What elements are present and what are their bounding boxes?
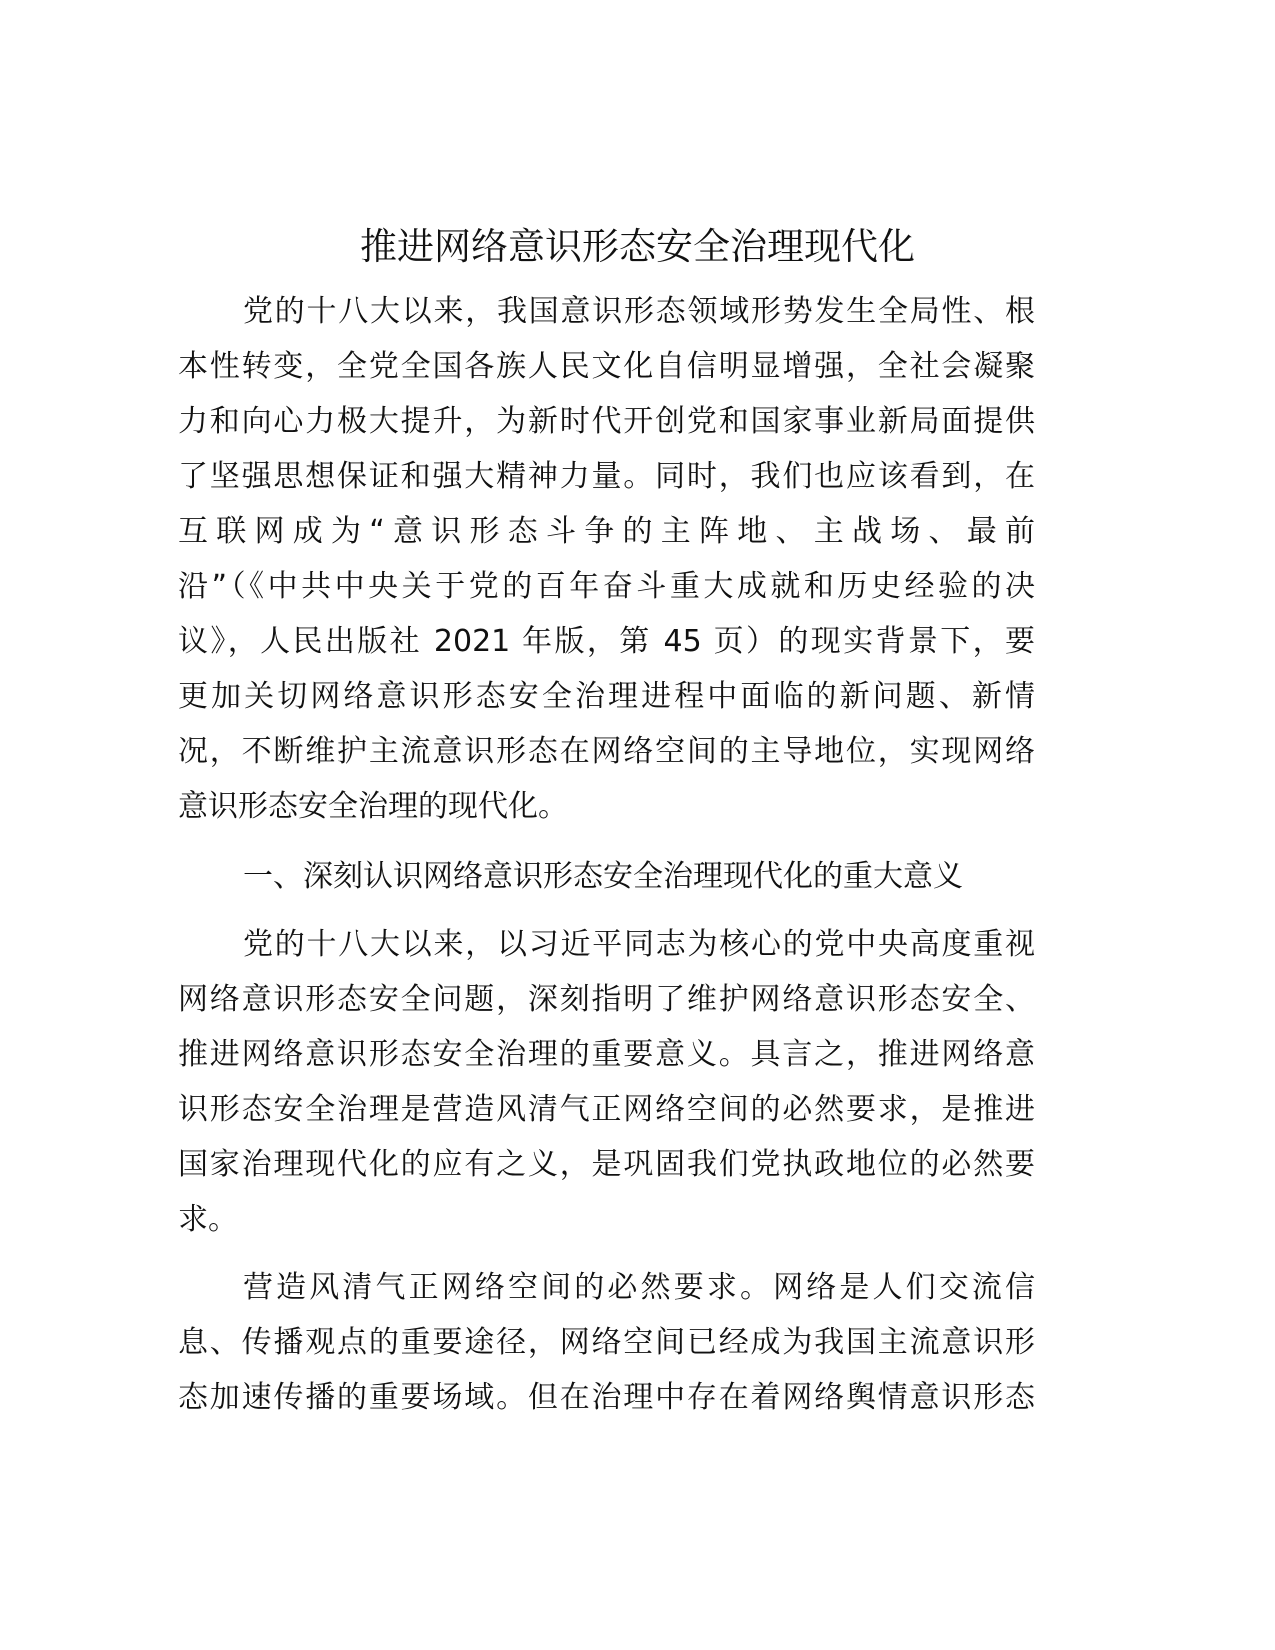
- paragraph-line: 本性转变，全党全国各族人民文化自信明显增强，全社会凝聚: [178, 349, 1035, 384]
- paragraph-line: 态加速传播的重要场域。但在治理中存在着网络舆情意识形态: [178, 1380, 1035, 1415]
- paragraph-line: 网络意识形态安全问题，深刻指明了维护网络意识形态安全、: [178, 982, 1035, 1017]
- paragraph-line: 识形态安全治理是营造风清气正网络空间的必然要求，是推进: [178, 1092, 1035, 1127]
- paragraph-line: 党的十八大以来，以习近平同志为核心的党中央高度重视: [243, 927, 1035, 962]
- paragraph-line: 了坚强思想保证和强大精神力量。同时，我们也应该看到，在: [178, 459, 1035, 494]
- paragraph-line: 党的十八大以来，我国意识形态领域形势发生全局性、根: [243, 294, 1035, 329]
- paragraph-line: 推进网络意识形态安全治理的重要意义。具言之，推进网络意: [178, 1037, 1035, 1072]
- document-title: 推进网络意识形态安全治理现代化: [360, 225, 915, 268]
- paragraph-line: 互联网成为“意识形态斗争的主阵地、主战场、最前: [178, 514, 1035, 549]
- paragraph-line: 意识形态安全治理的现代化。: [178, 789, 568, 824]
- paragraph-line: 求。: [178, 1202, 238, 1237]
- paragraph-line: 况，不断维护主流意识形态在网络空间的主导地位，实现网络: [178, 734, 1035, 769]
- paragraph-line: 力和向心力极大提升，为新时代开创党和国家事业新局面提供: [178, 404, 1035, 439]
- paragraph-line: 国家治理现代化的应有之义，是巩固我们党执政地位的必然要: [178, 1147, 1035, 1182]
- paragraph-line: 息、传播观点的重要途径，网络空间已经成为我国主流意识形: [178, 1325, 1035, 1360]
- paragraph-line: 议》，人民出版社 2021 年版，第 45 页）的现实背景下，要: [178, 624, 1035, 659]
- section-heading: 一、深刻认识网络意识形态安全治理现代化的重大意义: [243, 859, 963, 894]
- paragraph-line: 更加关切网络意识形态安全治理进程中面临的新问题、新情: [178, 679, 1035, 714]
- paragraph-line: 营造风清气正网络空间的必然要求。网络是人们交流信: [243, 1270, 1035, 1305]
- paragraph-line: 沿”（《中共中央关于党的百年奋斗重大成就和历史经验的决: [178, 569, 1035, 604]
